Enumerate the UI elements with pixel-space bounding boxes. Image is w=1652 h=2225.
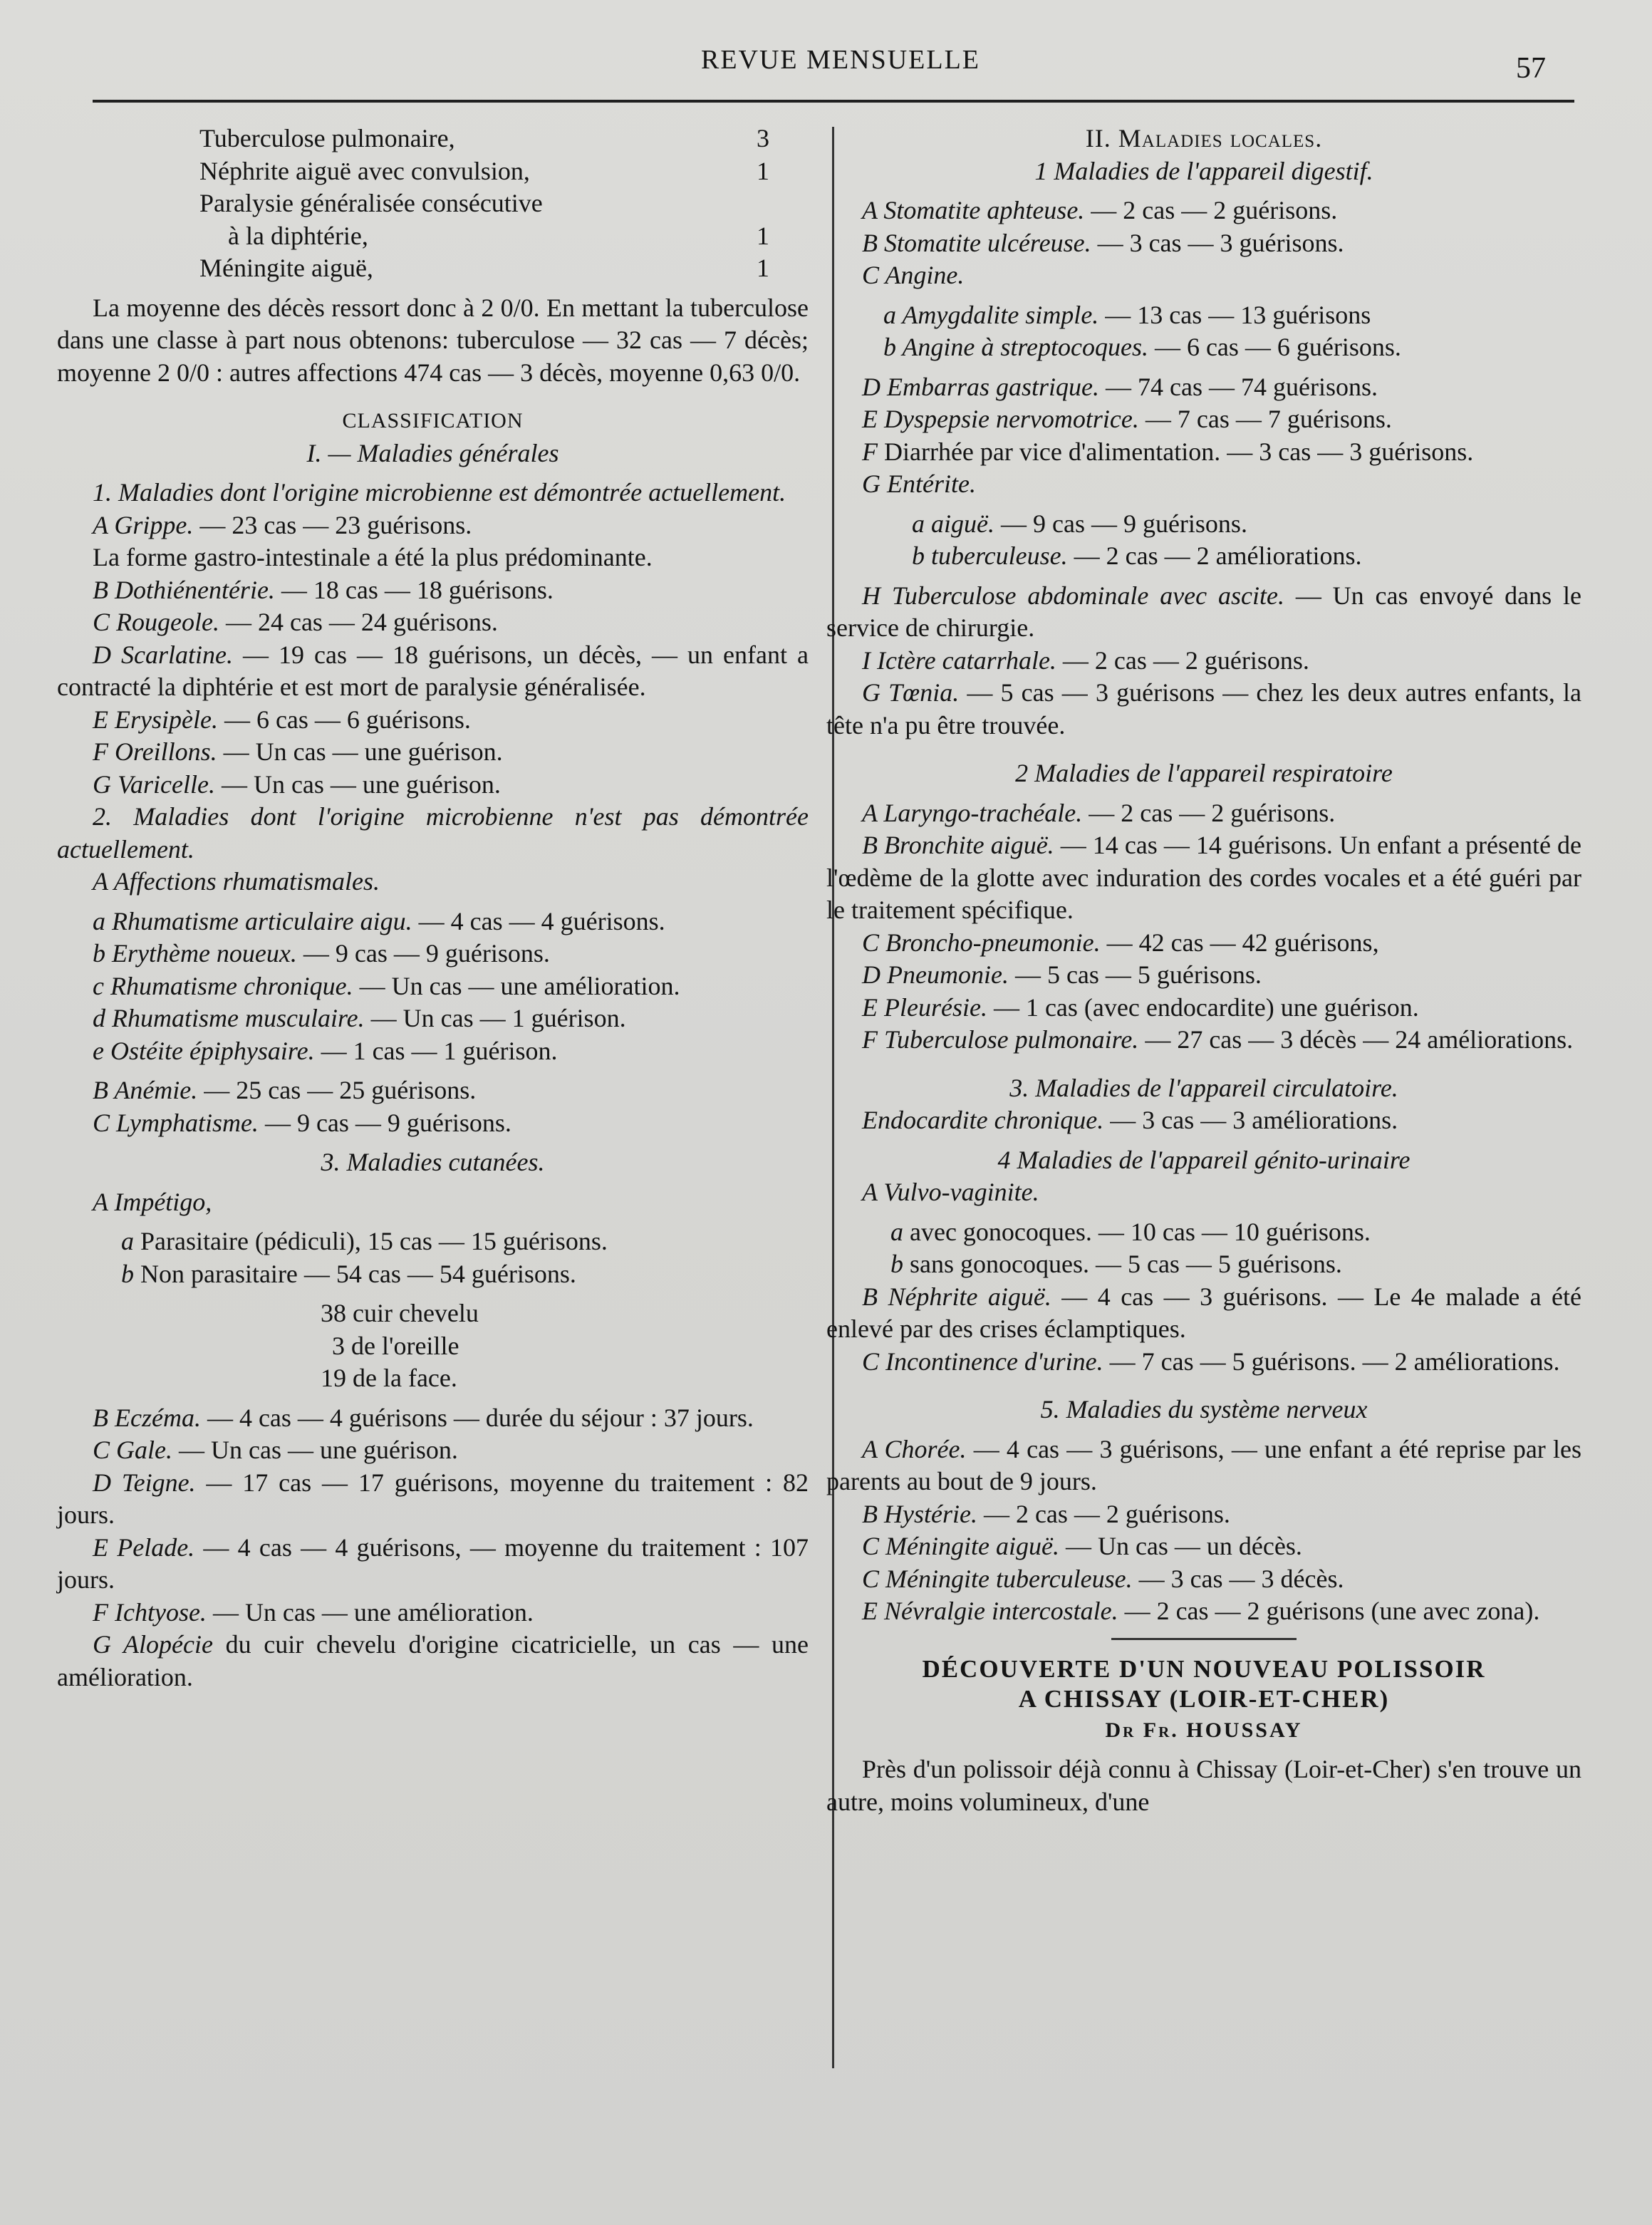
detail-line: 3 de l'oreille: [332, 1331, 459, 1360]
page-number: 57: [1516, 52, 1546, 85]
death-stats: [57, 123, 769, 285]
entry: F Diarrhée par vice d'alimentation. — 3 cas — 3 guérisons.: [862, 437, 1474, 466]
entry: E Pleurésie. — 1 cas (avec endocardite) une guérison.: [862, 992, 1419, 1022]
article-intro: Près d'un polissoir déjà connu à Chissay (Loir-et-Cher) s'en trouve un autre, moins volumineux, d'une: [826, 1755, 1581, 1816]
entry: c Rhumatisme chronique. — Un cas — une amélioration.: [93, 971, 680, 1000]
entry: E Névralgie intercostale. — 2 cas — 2 guérisons (une avec zona).: [862, 1597, 1540, 1625]
entry: G Tœnia. — 5 cas — 3 guérisons — chez les deux autres enfants, la tête n'a pu être trouvée.: [826, 678, 1581, 740]
group-heading: C Angine.: [862, 261, 965, 289]
entry: D Embarras gastrique. — 74 cas — 74 guérisons.: [862, 372, 1378, 401]
entry: B Hystérie. — 2 cas — 2 guérisons.: [862, 1499, 1230, 1528]
detail-line: 19 de la face.: [321, 1364, 457, 1392]
subsection-heading: 4 Maladies de l'appareil génito-urinaire: [997, 1145, 1411, 1174]
entry: A Stomatite aphteuse. — 2 cas — 2 guérisons.: [862, 196, 1338, 224]
group-heading: A Vulvo-vaginite.: [862, 1178, 1039, 1206]
entry: F Tuberculose pulmonaire. — 27 cas — 3 décès — 24 améliorations.: [862, 1025, 1574, 1054]
entry: F Ichtyose. — Un cas — une amélioration.: [93, 1597, 534, 1627]
stat-row: Tuberculose pulmonaire, 3: [199, 124, 769, 152]
entry: B Dothiénentérie. — 18 cas — 18 guérisons.: [93, 575, 554, 604]
entry: A Laryngo-trachéale. — 2 cas — 2 guérisons.: [862, 798, 1336, 827]
entry: C Broncho-pneumonie. — 42 cas — 42 guérisons,: [862, 928, 1379, 957]
entry: b Non parasitaire — 54 cas — 54 guérisons.: [121, 1259, 576, 1288]
entry: B Bronchite aiguë. — 14 cas — 14 guérisons. Un enfant a présenté de l'œdème de la glotte avec induration des cordes vocales et a été guéri par le traitement spécifique.: [826, 831, 1581, 924]
page-header: [100, 44, 1581, 94]
entry: D Scarlatine. — 19 cas — 18 guérisons, un décès, — un enfant a contracté la diphtérie et est mort de paralysie généralisée.: [57, 640, 809, 701]
entry: F Oreillons. — Un cas — une guérison.: [93, 737, 503, 766]
entry: C Rougeole. — 24 cas — 24 guérisons.: [93, 608, 498, 636]
left-column: [57, 123, 809, 1694]
entry: a Parasitaire (pédiculi), 15 cas — 15 guérisons.: [121, 1227, 608, 1255]
entry: B Néphrite aiguë. — 4 cas — 3 guérisons. — Le 4e malade a été enlevé par des crises éclamptiques.: [826, 1282, 1582, 1343]
entry: a Rhumatisme articulaire aigu. — 4 cas — 4 guérisons.: [93, 906, 665, 935]
entry: D Teigne. — 17 cas — 17 guérisons, moyenne du traitement : 82 jours.: [57, 1468, 809, 1529]
entry: C Gale. — Un cas — une guérison.: [93, 1436, 458, 1464]
right-column: [826, 123, 1581, 1818]
entry: D Pneumonie. — 5 cas — 5 guérisons.: [862, 960, 1262, 989]
subsection-heading: 3. Maladies de l'appareil circulatoire.: [1009, 1073, 1398, 1102]
subsection-heading: 5. Maladies du système nerveux: [1040, 1395, 1368, 1423]
entry: a avec gonocoques. — 10 cas — 10 guérisons.: [890, 1217, 1371, 1246]
entry: a aiguë. — 9 cas — 9 guérisons.: [912, 509, 1247, 538]
entry: e Ostéite épiphysaire. — 1 cas — 1 guérison.: [93, 1036, 558, 1065]
stat-row: Néphrite aiguë avec convulsion, 1: [199, 156, 769, 185]
subsection-heading: 3. Maladies cutanées.: [321, 1148, 545, 1176]
header-rule: [93, 100, 1574, 103]
entry: G Alopécie du cuir chevelu d'origine cicatricielle, un cas — une amélioration.: [57, 1630, 809, 1691]
entry: G Varicelle. — Un cas — une guérison.: [93, 769, 501, 799]
article-subtitle: A CHISSAY (LOIR-ET-CHER): [1018, 1684, 1390, 1713]
group-heading: A Affections rhumatismales.: [93, 867, 380, 896]
average-paragraph: La moyenne des décès ressort donc à 2 0/0. En mettant la tuberculose dans une classe à part nous obtenons: tuberculose — 32 cas — 7 décès; moyenne 2 0/0 : autres affections 474 cas — 3 décès, moyenne 0,63 0/0.: [57, 293, 809, 387]
article-title: DÉCOUVERTE D'UN NOUVEAU POLISSOIR: [922, 1654, 1486, 1683]
running-head: REVUE MENSUELLE: [700, 45, 981, 75]
entry: B Eczéma. — 4 cas — 4 guérisons — durée du séjour : 37 jours.: [93, 1403, 754, 1432]
entry: Endocardite chronique. — 3 cas — 3 améliorations.: [862, 1106, 1398, 1134]
entry: a Amygdalite simple. — 13 cas — 13 guérisons: [883, 300, 1371, 329]
classification-heading: CLASSIFICATION: [342, 409, 524, 432]
stat-row: à la diphtérie, 1: [228, 221, 769, 250]
group-heading: A Impétigo,: [93, 1187, 212, 1216]
entry: C Méningite tuberculeuse. — 3 cas — 3 décès.: [862, 1564, 1344, 1593]
entry: A Chorée. — 4 cas — 3 guérisons, — une enfant a été reprise par les parents au bout de 9 jours.: [826, 1434, 1581, 1495]
article-author: Dr Fr. HOUSSAY: [1105, 1718, 1303, 1742]
entry: C Lymphatisme. — 9 cas — 9 guérisons.: [93, 1108, 511, 1137]
subsection-heading: 1 Maladies de l'appareil digestif.: [1034, 156, 1373, 185]
entry: b Angine à streptocoques. — 6 cas — 6 guérisons.: [883, 333, 1401, 361]
entry: b sans gonocoques. — 5 cas — 5 guérisons.: [890, 1250, 1342, 1278]
entry: b Erythème noueux. — 9 cas — 9 guérisons.: [93, 939, 550, 968]
entry: C Incontinence d'urine. — 7 cas — 5 guérisons. — 2 améliorations.: [862, 1347, 1560, 1376]
entry: b tuberculeuse. — 2 cas — 2 améliorations.: [912, 541, 1362, 570]
entry: E Erysipèle. — 6 cas — 6 guérisons.: [93, 705, 471, 734]
subsection-heading: 2 Maladies de l'appareil respiratoire: [1015, 759, 1393, 787]
entry: d Rhumatisme musculaire. — Un cas — 1 guérison.: [93, 1004, 626, 1032]
detail-line: 38 cuir chevelu: [321, 1299, 479, 1327]
entry: A Grippe. — 23 cas — 23 guérisons.: [93, 510, 472, 539]
stat-row: Paralysie généralisée consécutive: [199, 189, 543, 217]
section-heading: I. — Maladies générales: [306, 438, 559, 467]
subsection-heading: 1. Maladies dont l'origine microbienne est démontrée actuellement.: [93, 478, 786, 507]
stat-row: Méningite aiguë, 1: [199, 254, 769, 282]
section-heading: II. Maladies locales.: [1085, 124, 1323, 152]
entry: E Dyspepsie nervomotrice. — 7 cas — 7 guérisons.: [862, 405, 1392, 433]
subsection-heading: 2. Maladies dont l'origine microbienne n'est pas démontrée actuellement.: [57, 802, 809, 863]
entry: H Tuberculose abdominale avec ascite. — Un cas envoyé dans le service de chirurgie.: [826, 581, 1581, 642]
entry: I Ictère catarrhale. — 2 cas — 2 guérisons.: [862, 645, 1309, 675]
entry: C Méningite aiguë. — Un cas — un décès.: [862, 1532, 1302, 1560]
group-heading: G Entérite.: [862, 470, 976, 498]
entry: B Anémie. — 25 cas — 25 guérisons.: [93, 1076, 477, 1104]
entry: E Pelade. — 4 cas — 4 guérisons, — moyenne du traitement : 107 jours.: [57, 1532, 809, 1594]
impetigo-detail: [57, 1297, 809, 1395]
article-separator: [1111, 1638, 1297, 1640]
entry: B Stomatite ulcéreuse. — 3 cas — 3 guérisons.: [862, 228, 1344, 257]
entry-note: La forme gastro-intestinale a été la plus prédominante.: [93, 543, 653, 571]
